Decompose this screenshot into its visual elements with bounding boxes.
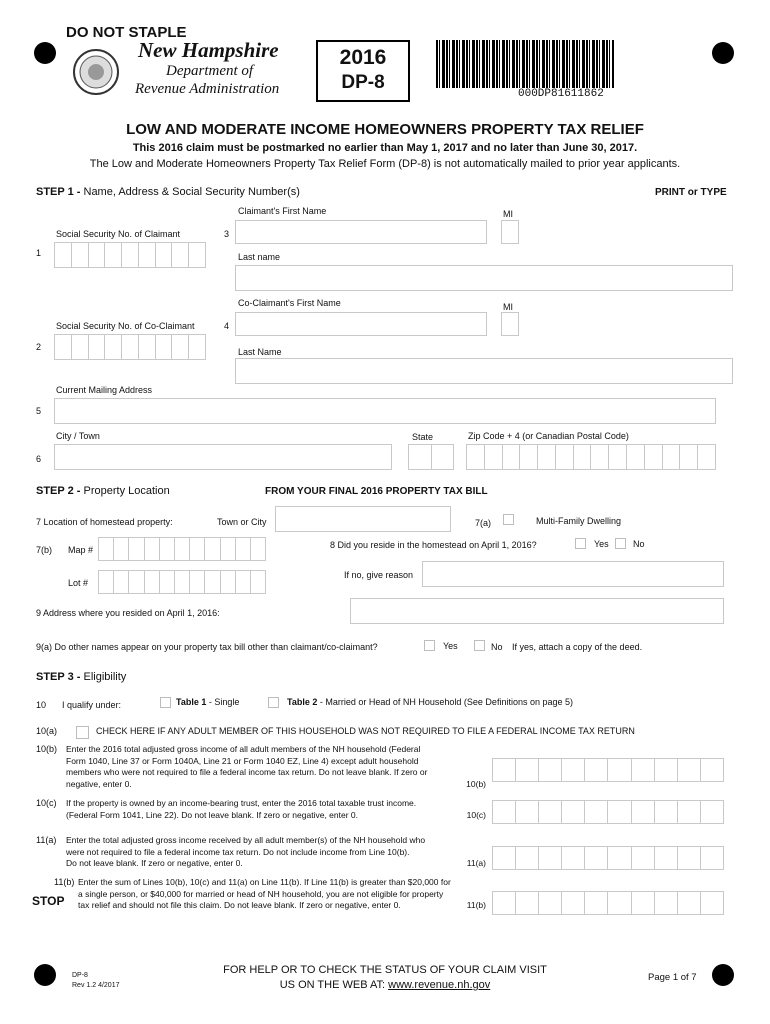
print-or-type: PRINT or TYPE: [655, 187, 727, 198]
revenue-website-link[interactable]: www.revenue.nh.gov: [388, 979, 491, 991]
barcode: [436, 40, 614, 88]
line-1-number: 1: [36, 248, 42, 258]
form-number: DP-8: [341, 72, 385, 93]
footer-help: FOR HELP OR TO CHECK THE STATUS OF YOUR CLAIM VISIT US ON THE WEB AT: www.revenue.nh.gov: [223, 964, 547, 991]
footer-revision: Rev 1.2 4/2017: [72, 982, 120, 989]
line-8-label: 8 Did you reside in the homestead on April 1, 2016?: [330, 540, 537, 550]
ssn-claimant-label: Social Security No. of Claimant: [56, 229, 181, 239]
other-names-no-label: No: [491, 642, 503, 652]
line-11b-number: 11(b): [54, 877, 75, 887]
coclaimant-mi-label: MI: [503, 302, 513, 312]
line-6-number: 6: [36, 454, 42, 464]
city-town-label: City / Town: [56, 431, 100, 441]
form-title: LOW AND MODERATE INCOME HOMEOWNERS PROPERTY TAX RELIEF: [126, 121, 644, 138]
line-11a-number: 11(a): [36, 835, 57, 845]
zip-code-label: Zip Code + 4 (or Canadian Postal Code): [468, 431, 629, 441]
ssn-coclaimant-label: Social Security No. of Co-Claimant: [56, 321, 195, 331]
line-10-label: I qualify under:: [62, 700, 122, 710]
line-11b-amount-field[interactable]: [492, 891, 724, 915]
zip-code-field[interactable]: [466, 444, 716, 470]
mailing-address-field[interactable]: [54, 398, 716, 424]
do-not-staple: DO NOT STAPLE: [66, 24, 187, 41]
line-10b-text: Enter the 2016 total adjusted gross income of all adult members of the NH household (Federal Form 1040, Line 37 or Form 1040A, Line 21 or Form 1040 EZ, Line 4) except adult household members who were not required to file a federal income tax return. Do not leave blank. If zero or negative, enter 0. 10(b): [66, 744, 486, 789]
coclaimant-last-name-field[interactable]: [235, 358, 733, 384]
attach-deed-note: If yes, attach a copy of the deed.: [512, 642, 643, 652]
registration-mark-bottom-right: [712, 964, 734, 986]
resided-no-checkbox[interactable]: [615, 538, 626, 549]
line-11a-amount-field[interactable]: [492, 846, 724, 870]
registration-mark-top-right: [712, 42, 734, 64]
line-9-label: 9 Address where you resided on April 1, 2016:: [36, 608, 220, 618]
form-id-box: [316, 40, 410, 102]
department-line1: Department of: [166, 63, 254, 79]
coclaimant-mi-field[interactable]: [501, 312, 519, 336]
address-april-1-field[interactable]: [350, 598, 724, 624]
other-names-yes-checkbox[interactable]: [424, 640, 435, 651]
coclaimant-first-name-label: Co-Claimant's First Name: [238, 298, 341, 308]
page-number: Page 1 of 7: [648, 972, 697, 983]
mailing-note: The Low and Moderate Homeowners Property Tax Relief Form (DP-8) is not automatically mailed to prior year applicants.: [89, 158, 681, 170]
line-10a-checkbox[interactable]: [76, 726, 89, 739]
multi-family-label: Multi-Family Dwelling: [536, 516, 622, 526]
line-7b-number: 7(b): [36, 545, 53, 555]
town-or-city-field[interactable]: [275, 506, 451, 532]
line-9a-label: 9(a) Do other names appear on your property tax bill other than claimant/co-claimant?: [36, 642, 378, 652]
stop-label: STOP: [32, 894, 65, 908]
line-10b-number: 10(b): [36, 744, 58, 754]
line-5-number: 5: [36, 406, 42, 416]
state-field[interactable]: [408, 444, 454, 470]
resided-yes-label: Yes: [594, 539, 609, 549]
resided-yes-checkbox[interactable]: [575, 538, 586, 549]
town-or-city-label: Town or City: [217, 517, 267, 527]
line-7-label: 7 Location of homestead property:: [36, 517, 173, 527]
line-10a-number: 10(a): [36, 726, 58, 736]
line-10-number: 10: [36, 700, 47, 710]
if-no-reason-field[interactable]: [422, 561, 724, 587]
line-10c-text: If the property is owned by an income-bearing trust, enter the 2016 total taxable trust income. (Federal Form 1041, Line 22). Do not leave blank. If zero or negative, enter 0. 10(c): [66, 798, 486, 820]
line-10a-label: CHECK HERE IF ANY ADULT MEMBER OF THIS HOUSEHOLD WAS NOT REQUIRED TO FILE A FEDERAL INCOME TAX RETURN: [96, 726, 635, 736]
registration-mark-bottom-left: [34, 964, 56, 986]
line-3-number: 3: [224, 229, 230, 239]
deadline-notice: This 2016 claim must be postmarked no earlier than May 1, 2017 and no later than June 30, 2017.: [132, 142, 638, 154]
state-label: State: [412, 432, 434, 442]
line-10c-number: 10(c): [36, 798, 57, 808]
line-10b-amount-field[interactable]: [492, 758, 724, 782]
if-no-reason-label: If no, give reason: [344, 570, 414, 580]
line-10c-amount-field[interactable]: [492, 800, 724, 824]
line-11b-text: Enter the sum of Lines 10(b), 10(c) and 11(a) on Line 11(b). If Line 11(b) is greater than $20,000 for a single person, or $40,000 for married or head of NH household, you are not eligible for property tax relief and should not file this claim. Do not leave blank. If zero or negative, enter 0. 11(b): [78, 877, 486, 910]
table2-checkbox[interactable]: [268, 697, 279, 708]
step3-heading: STEP 3 - Eligibility: [36, 671, 127, 683]
claimant-mi-label: MI: [503, 209, 513, 219]
other-names-yes-label: Yes: [443, 641, 458, 651]
claimant-last-name-label: Last name: [238, 252, 281, 262]
state-seal-icon: [72, 48, 120, 96]
resided-no-label: No: [633, 539, 645, 549]
other-names-no-checkbox[interactable]: [474, 640, 485, 651]
step2-heading: STEP 2 - Property Location: [36, 485, 170, 497]
coclaimant-first-name-field[interactable]: [235, 312, 487, 336]
lot-label: Lot #: [68, 578, 89, 588]
line-11a-text: Enter the total adjusted gross income received by all adult member(s) of the NH household who were not required to file a federal income tax return. Do not include income from Line 10(b). Do not leave blank. If zero or negative, enter 0. 11(a): [66, 835, 486, 868]
line-4-number: 4: [224, 321, 230, 331]
claimant-last-name-field[interactable]: [235, 265, 733, 291]
footer-form-id: DP-8: [72, 972, 88, 979]
table2-label: Table 2 - Married or Head of NH Household (See Definitions on page 5): [287, 697, 573, 707]
mailing-address-label: Current Mailing Address: [56, 385, 153, 395]
form-year: 2016: [339, 46, 387, 69]
ssn-claimant-field[interactable]: [54, 242, 206, 268]
claimant-mi-field[interactable]: [501, 220, 519, 244]
claimant-first-name-field[interactable]: [235, 220, 487, 244]
step1-heading: STEP 1 - Name, Address & Social Security Number(s): [36, 186, 300, 198]
barcode-text: 000DP81611862: [518, 88, 604, 100]
lot-number-field[interactable]: [98, 570, 266, 594]
table1-checkbox[interactable]: [160, 697, 171, 708]
city-town-field[interactable]: [54, 444, 392, 470]
map-label: Map #: [68, 545, 94, 555]
line-7a-number: 7(a): [475, 518, 492, 528]
state-name: New Hampshire: [138, 38, 279, 62]
line-2-number: 2: [36, 342, 42, 352]
table1-label: Table 1 - Single: [176, 697, 240, 707]
coclaimant-last-name-label: Last Name: [238, 347, 282, 357]
registration-mark-top-left: [34, 42, 56, 64]
claimant-first-name-label: Claimant's First Name: [238, 206, 327, 216]
multi-family-checkbox[interactable]: [503, 514, 514, 525]
from-tax-bill-heading: FROM YOUR FINAL 2016 PROPERTY TAX BILL: [265, 486, 488, 497]
ssn-coclaimant-field[interactable]: [54, 334, 206, 360]
department-line2: Revenue Administration: [135, 81, 280, 97]
map-number-field[interactable]: [98, 537, 266, 561]
